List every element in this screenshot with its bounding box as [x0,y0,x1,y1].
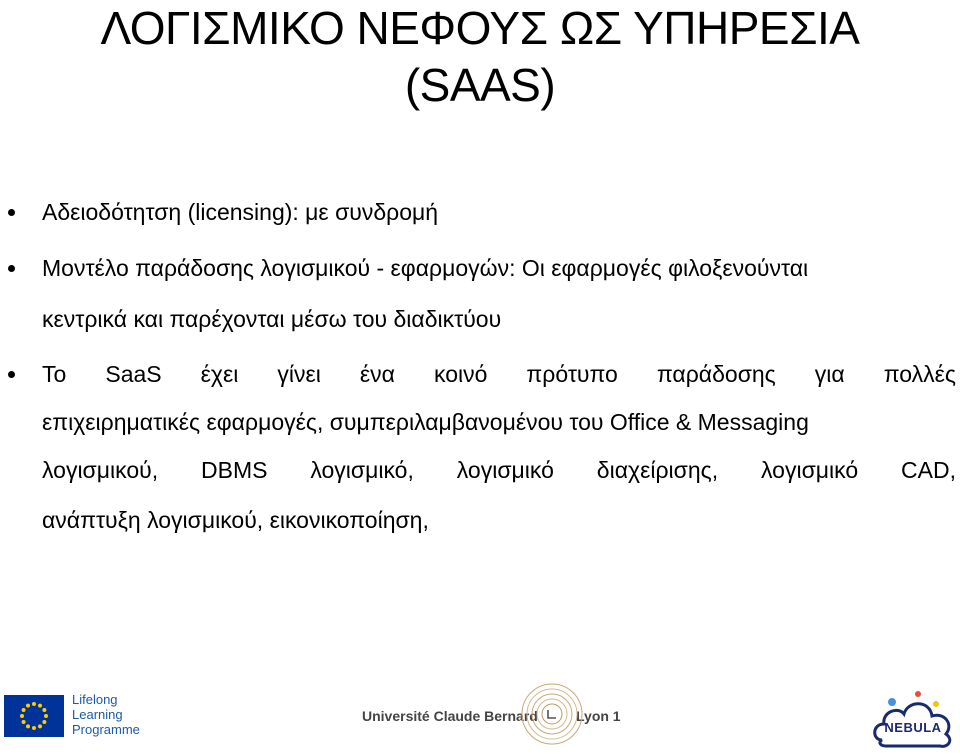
lifelong-learning-programme-logo [72,692,140,737]
bullet-text-line: Αδειοδότητση (licensing): με συνδρομή [42,199,439,225]
nebula-logo [870,688,956,750]
bullet-text-line: ανάπτυξη λογισμικού, εικονικοποίηση, [42,507,429,533]
bullet-text-line: Το SaaS έχει γίνει ένα κοινό πρότυπο παράδοσης για πολλές [42,361,956,387]
bullet-text-line: επιχειρηματικές εφαρμογές, συμπεριλαμβανομένου του Office & Messaging [42,409,809,435]
bullet-text-line: κεντρικά και παρέχονται μέσω του διαδικτύου [42,306,502,332]
bullet-dot-icon [8,371,15,378]
cloud-icon [870,688,956,750]
university-emblem-icon [520,682,584,746]
title-line-1: ΛΟΓΙΣΜΙΚΟ ΝΕΦΟΥΣ ΩΣ ΥΠΗΡΕΣΙΑ [100,2,860,54]
bullet-text-line: Μοντέλο παράδοσης λογισμικού - εφαρμογών: Οι εφαρμογές φιλοξενούνται [42,255,809,281]
bullet-text-line: λογισμικού, DBMS λογισμικό, λογισμικό διαχείρισης, λογισμικό CAD, [42,457,956,483]
university-logo [362,708,621,724]
nebula-label: NEBULA [884,720,942,735]
llp-line: Programme [72,722,140,737]
university-city: Lyon 1 [576,708,621,724]
title-line-2: (SAAS) [404,59,556,111]
slide-title [0,0,960,114]
bullet-dot-icon [8,265,15,272]
footer-logos [0,680,960,754]
eu-flag-icon [4,695,64,737]
university-name: Université Claude Bernard [362,708,538,724]
llp-line: Lifelong [72,692,118,707]
llp-line: Learning [72,707,123,722]
bullet-dot-icon [8,209,15,216]
